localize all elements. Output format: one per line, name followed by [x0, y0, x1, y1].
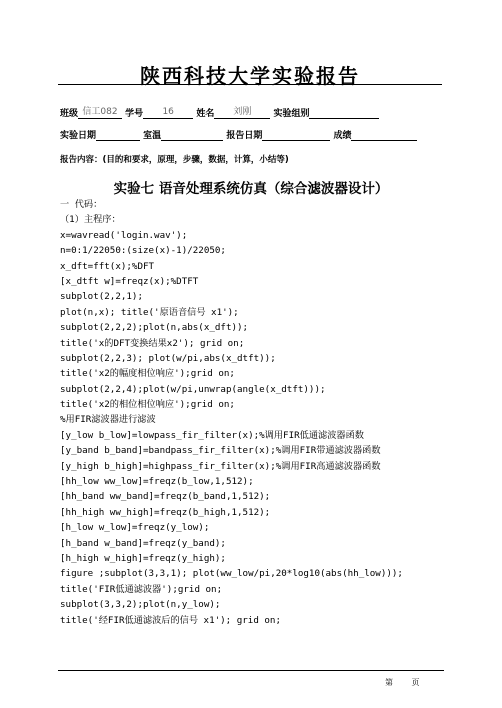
date-value — [96, 129, 140, 141]
code-line: subplot(2,2,4);plot(w/pi,unwrap(angle(x_dtft))); — [60, 383, 326, 395]
code-line: [hh_high ww_high]=freqz(b_high,1,512); — [60, 506, 271, 518]
code-line: subplot(3,3,2);plot(n,y_low); — [60, 599, 221, 611]
code-line: x=wavread('login.wav'); — [60, 229, 188, 241]
student-id-label: 学号 — [125, 109, 144, 119]
code-line: [y_high b_high]=highpass_fir_filter(x);%调用FIR高通滤波器函数 — [60, 460, 381, 472]
footer-divider — [58, 670, 444, 671]
name-label: 姓名 — [196, 109, 215, 119]
code-line: [y_low b_low]=lowpass_fir_filter(x);%调用FIR低通滤波器函数 — [60, 429, 364, 441]
code-line: [h_band w_band]=freqz(y_band); — [60, 537, 226, 549]
group-value — [309, 107, 379, 119]
code-line: 一 代码： — [60, 199, 103, 210]
class-label: 班级 — [60, 109, 79, 119]
code-line: [hh_band ww_band]=freqz(b_band,1,512); — [60, 491, 271, 503]
code-line: （1）主程序： — [60, 214, 121, 226]
report-date-label: 报告日期 — [226, 131, 263, 141]
code-line: [y_band b_band]=bandpass_fir_filter(x);%调用FIR带通滤波器函数 — [60, 445, 381, 457]
experiment-title: 实验七 语音处理系统仿真（综合滤波器设计） — [113, 181, 389, 197]
name-value: 刘刚 — [214, 107, 270, 119]
code-line: n=0:1/22050:(size(x)-1)/22050; — [60, 245, 226, 257]
code-line: plot(n,x); title('原语音信号 x1'); — [60, 306, 239, 318]
code-line: figure ;subplot(3,3,1); plot(ww_low/pi,20*log10(abs(hh_low))); — [60, 568, 403, 580]
report-content-note: 报告内容：(目的和要求，原理，步骤，数据，计算，小结等) — [60, 155, 289, 165]
code-line: [hh_low ww_low]=freqz(b_low,1,512); — [60, 476, 254, 488]
group-label: 实验组别 — [273, 109, 310, 119]
title-underline — [58, 84, 442, 85]
code-line: title('FIR低通滤波器');grid on; — [60, 583, 223, 595]
class-value: 信工082 — [78, 107, 122, 119]
code-line: title('x2的幅度相位响应');grid on; — [60, 368, 235, 380]
report-date-value — [262, 129, 330, 141]
code-line: title('x的DFT变换结果x2'); grid on; — [60, 337, 245, 349]
code-line: x_dft=fft(x);%DFT — [60, 260, 155, 272]
code-line: title('x2的相位相位响应');grid on; — [60, 399, 235, 411]
code-line: title('经FIR低通滤波后的信号 x1'); grid on; — [60, 614, 281, 626]
date-label: 实验日期 — [60, 131, 97, 141]
code-line: [h_low w_low]=freqz(y_low); — [60, 522, 210, 534]
page-number-label: 第 页 — [385, 678, 428, 687]
code-line: %用FIR滤波器进行滤波 — [60, 414, 156, 426]
info-row-1 — [60, 106, 379, 119]
code-line: [h_high w_high]=freqz(y_high); — [60, 552, 226, 564]
temp-label: 室温 — [143, 131, 162, 141]
student-id-value: 16 — [143, 107, 193, 119]
temp-value — [161, 129, 223, 141]
score-label: 成绩 — [333, 131, 352, 141]
code-line: subplot(2,2,2);plot(n,abs(x_dft)); — [60, 322, 249, 334]
code-listing — [60, 197, 460, 628]
score-value — [351, 129, 417, 141]
code-line: subplot(2,2,3); plot(w/pi,abs(x_dtft)); — [60, 352, 276, 364]
info-row-2 — [60, 128, 417, 141]
code-line: [x_dtft w]=freqz(x);%DTFT — [60, 275, 199, 287]
report-header — [58, 60, 442, 86]
code-line: subplot(2,2,1); — [60, 291, 143, 303]
report-title: 陕西科技大学实验报告 — [140, 64, 360, 88]
